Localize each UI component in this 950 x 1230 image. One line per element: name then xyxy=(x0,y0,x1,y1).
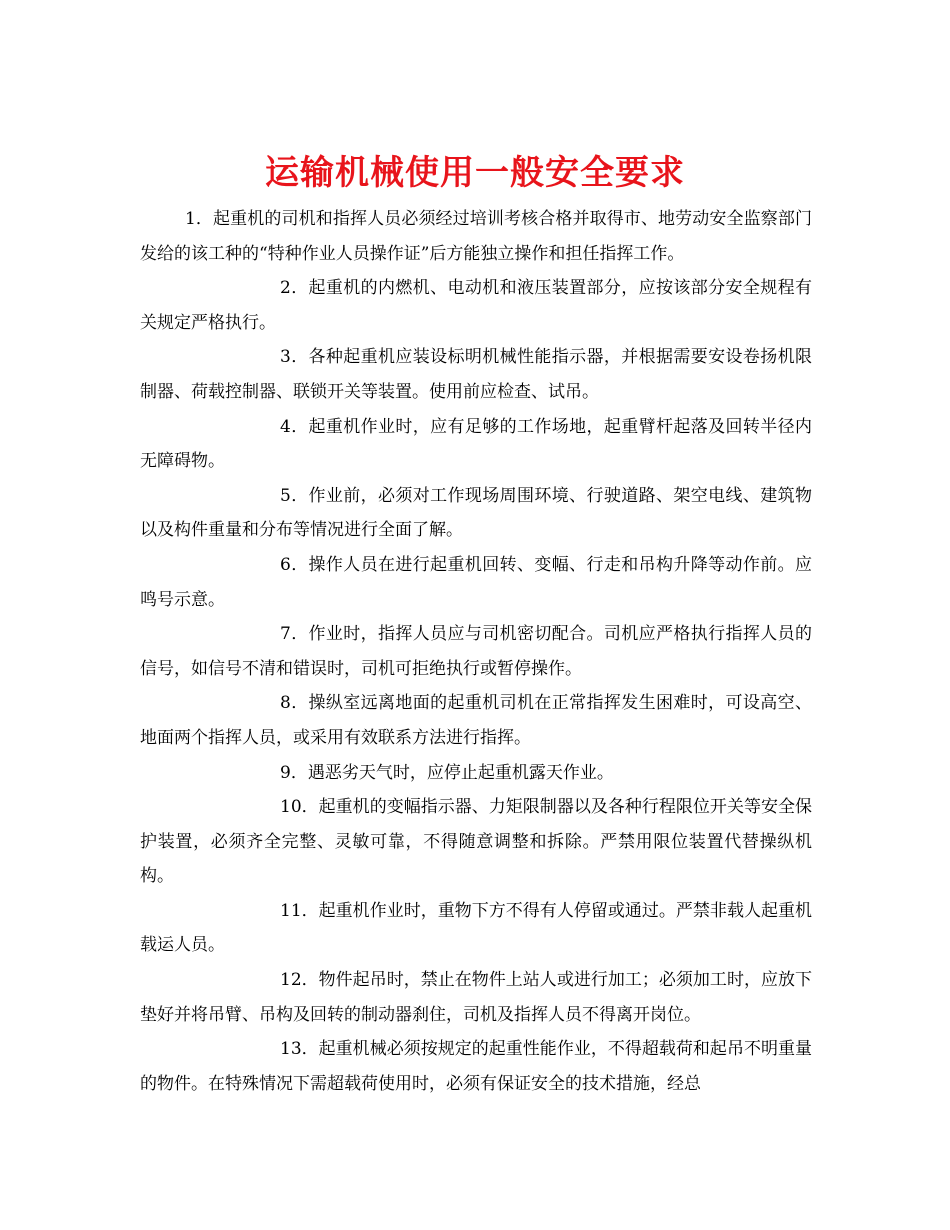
paragraph-2: 2．起重机的内燃机、电动机和液压装置部分，应按该部分安全规程有关规定严格执行。 xyxy=(140,278,812,333)
paragraph-8: 8．操纵室远离地面的起重机司机在正常指挥发生困难时，可设高空、地面两个指挥人员，或采用有效联系方法进行指挥。 xyxy=(140,693,812,748)
paragraph-13: 13．起重机械必须按规定的起重性能作业，不得超载荷和起吊不明重量的物件。在特殊情况下需超载荷使用时，必须有保证安全的技术措施，经总 xyxy=(140,1039,812,1094)
page-title: 运输机械使用一般安全要求 xyxy=(265,152,685,193)
paragraph-3: 3．各种起重机应装设标明机械性能指示器，并根据需要安设卷扬机限制器、荷载控制器、联锁开关等装置。使用前应检查、试吊。 xyxy=(140,347,812,402)
paragraph-1: 1．起重机的司机和指挥人员必须经过培训考核合格并取得市、地劳动安全监察部门发给的该工种的“特种作业人员操作证”后方能独立操作和担任指挥工作。 xyxy=(140,209,812,264)
paragraph-6: 6．操作人员在进行起重机回转、变幅、行走和吊构升降等动作前。应鸣号示意。 xyxy=(140,554,812,610)
paragraph-4: 4．起重机作业时，应有足够的工作场地，起重臂杆起落及回转半径内无障碍物。 xyxy=(140,416,812,472)
document-body xyxy=(140,202,812,1101)
paragraph-5: 5．作业前，必须对工作现场周围环境、行驶道路、架空电线、建筑物以及构件重量和分布等情况进行全面了解。 xyxy=(140,485,812,541)
paragraph-11: 11．起重机作业时，重物下方不得有人停留或通过。严禁非载人起重机载运人员。 xyxy=(140,900,812,956)
paragraph-7: 7．作业时，指挥人员应与司机密切配合。司机应严格执行指挥人员的信号，如信号不清和错误时，司机可拒绝执行或暂停操作。 xyxy=(140,624,812,679)
paragraph-12: 12．物件起吊时，禁止在物件上站人或进行加工；必须加工时，应放下垫好并将吊臂、吊构及回转的制动器刹住，司机及指挥人员不得离开岗位。 xyxy=(140,970,812,1025)
paragraph-10: 10．起重机的变幅指示器、力矩限制器以及各种行程限位开关等安全保护装置，必须齐全完整、灵敏可靠，不得随意调整和拆除。严禁用限位装置代替操纵机构。 xyxy=(140,797,812,887)
paragraph-9: 9．遇恶劣天气时，应停止起重机露天作业。 xyxy=(280,762,614,783)
